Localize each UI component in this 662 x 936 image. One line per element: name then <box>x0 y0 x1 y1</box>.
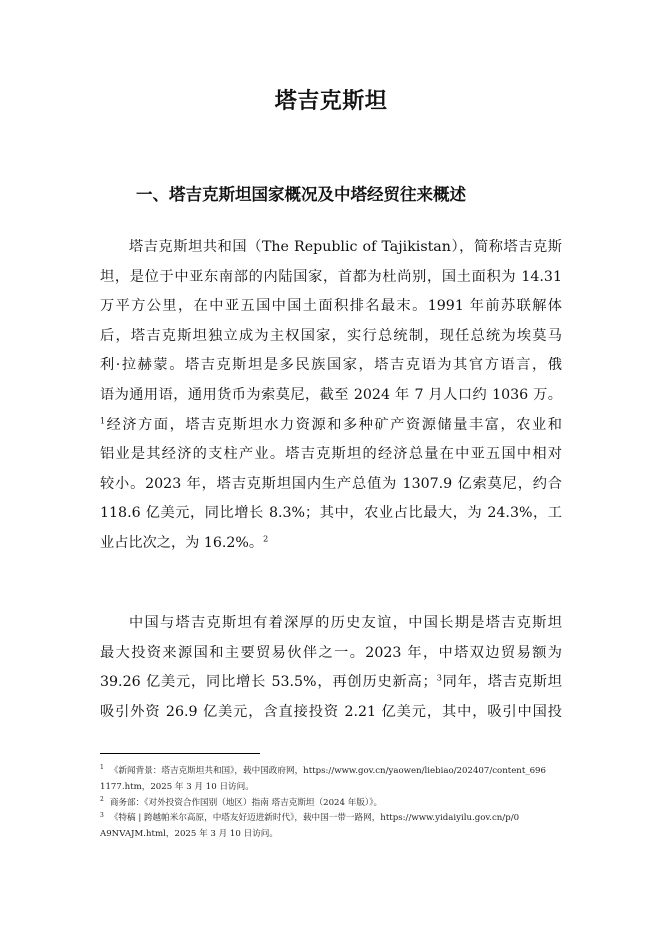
paragraph-line: 铝业是其经济的支柱产业。塔吉克斯坦的经济总量在中亚五国中相对 <box>100 446 562 463</box>
footnote-line: A9NVAJM.html，2025 年 3 月 10 日访问。 <box>100 829 278 840</box>
footnote-ref-1[interactable]: 1 <box>100 415 106 425</box>
paragraph-line: 利·拉赫蒙。塔吉克斯坦是多民族国家，塔吉克语为其官方语言，俄 <box>100 357 562 374</box>
paragraph-line: 万平方公里，在中亚五国中国土面积排名最末。1991 年前苏联解体 <box>100 298 562 315</box>
paragraph-line <box>100 668 562 698</box>
paragraph-line: 语为通用语，通用货币为索莫尼，截至 2024 年 7 月人口约 1036 万。 <box>100 386 562 403</box>
paragraph-2 <box>100 609 562 727</box>
footnote-ref-2[interactable]: 2 <box>263 534 269 544</box>
footnote-2 <box>100 796 562 812</box>
paragraph-line: 坦，是位于中亚东南部的内陆国家，首都为杜尚别，国土面积为 14.31 <box>100 268 562 285</box>
paragraph-text: 经济方面，塔吉克斯坦水力资源和多种矿产资源储量丰富，农业和 <box>105 416 562 433</box>
paragraph-line <box>100 411 562 441</box>
footnote-text[interactable]: 《新闻背景：塔吉克斯坦共和国》，载中国政府网，https://www.gov.cn/yaowen/liebiao/202407/content_696 <box>109 766 546 776</box>
paragraph-line: 最大投资来源国和主要贸易伙伴之一。2023 年，中塔双边贸易额为 <box>100 644 562 661</box>
footnote-text: 商务部：《对外投资合作国别（地区）指南 塔吉克斯坦（2024 年版）》。 <box>109 797 383 808</box>
footnote-line <box>100 796 562 812</box>
paragraph-text: 业占比次之，为 16.2%。 <box>100 534 264 551</box>
paragraph-line: 较小。2023 年，塔吉克斯坦国内生产总值为 1307.9 亿索莫尼，约合 <box>100 475 562 492</box>
footnote-line: 1177.htm，2025 年 3 月 10 日访问。 <box>100 781 254 792</box>
footnote-1 <box>100 764 562 796</box>
footnote-ref-3[interactable]: 3 <box>436 673 442 683</box>
paragraph-line <box>100 529 562 559</box>
paragraph-text: 同年，塔吉克斯坦 <box>441 674 562 691</box>
footnote-line <box>100 764 562 780</box>
footnote-3 <box>100 811 562 843</box>
paragraph-line: 中国与塔吉克斯坦有着深厚的历史友谊，中国长期是塔吉克斯坦 <box>129 615 562 631</box>
paragraph-line: 塔吉克斯坦共和国（The Republic of Tajikistan），简称塔吉克斯 <box>129 239 562 255</box>
footnote-number: 2 <box>100 795 104 803</box>
footnote-divider <box>100 753 260 754</box>
paragraph-text: 39.26 亿美元，同比增长 53.5%，再创历史新高； <box>100 674 437 691</box>
paragraph-line: 吸引外资 26.9 亿美元，含直接投资 2.21 亿美元，其中，吸引中国投 <box>100 703 562 720</box>
footnote-line <box>100 811 562 827</box>
section-heading: 一、塔吉克斯坦国家概况及中塔经贸往来概述 <box>136 185 466 204</box>
footnote-number: 3 <box>100 811 104 819</box>
paragraph-line: 后，塔吉克斯坦独立成为主权国家，实行总统制，现任总统为埃莫马 <box>100 327 562 344</box>
footnotes <box>100 764 562 843</box>
document-title: 塔吉克斯坦 <box>274 89 388 114</box>
footnote-text[interactable]: 《特稿 | 跨越帕米尔高原，中塔友好迈进新时代》，载中国一带一路网，https://www.yidaiyilu.gov.cn/p/0 <box>109 813 520 824</box>
footnote-number: 1 <box>100 764 104 772</box>
paragraph-line: 118.6 亿美元，同比增长 8.3%；其中，农业占比最大，为 24.3%，工 <box>100 505 562 522</box>
paragraph-1 <box>100 233 562 559</box>
